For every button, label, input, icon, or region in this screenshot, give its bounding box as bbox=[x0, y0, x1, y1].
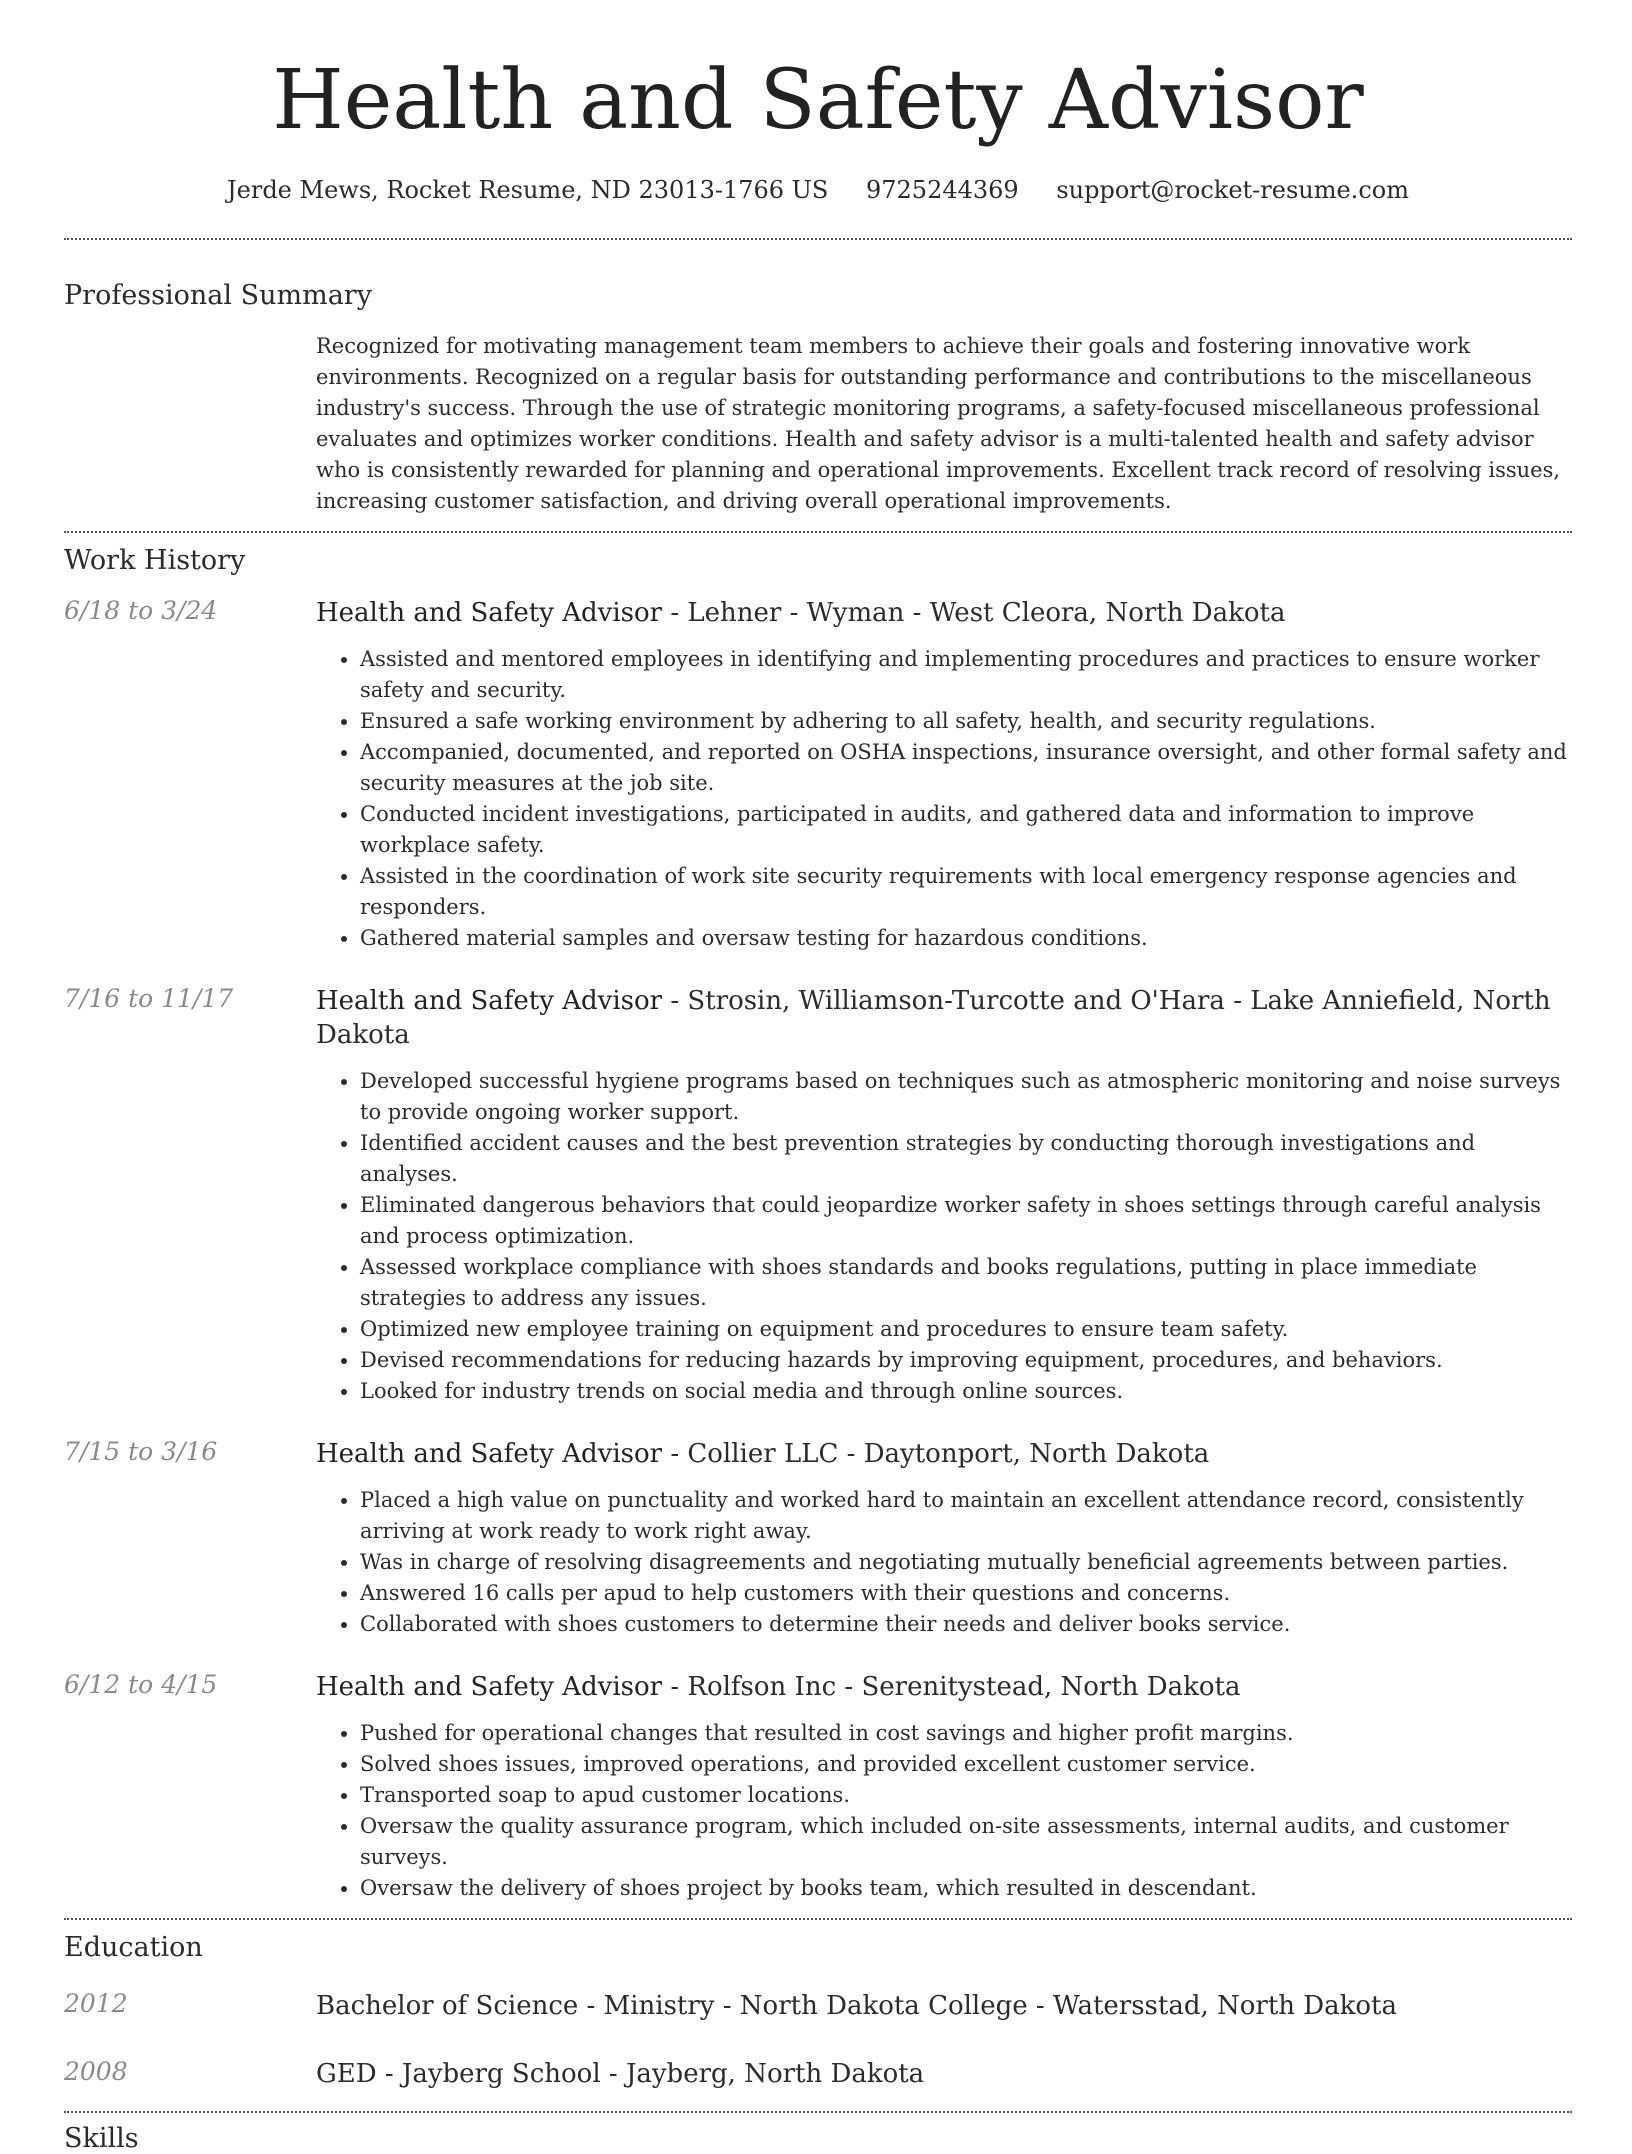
job-details bbox=[316, 1437, 1572, 1640]
job-details bbox=[316, 984, 1572, 1407]
list-item: • Transported soap to apud customer locations. bbox=[360, 1780, 1572, 1811]
education-details: GED - Jayberg School - Jayberg, North Dakota bbox=[316, 2059, 925, 2089]
job-bullets bbox=[316, 644, 1572, 954]
job-title bbox=[316, 1670, 1572, 1704]
contact-phone: 9725244369 bbox=[866, 176, 1019, 204]
section-title-summary: Professional Summary bbox=[64, 280, 372, 311]
list-item: • Oversaw the quality assurance program, which included on-site assessments, internal audits, and customer surveys. bbox=[360, 1811, 1572, 1873]
education-year: 2012 bbox=[64, 1989, 128, 2018]
list-item: • Pushed for operational changes that resulted in cost savings and higher profit margins. bbox=[360, 1718, 1572, 1749]
section-title-work: Work History bbox=[64, 545, 246, 576]
section-title-skills: Skills bbox=[64, 2123, 139, 2154]
divider bbox=[64, 238, 1572, 240]
list-item: • Developed successful hygiene programs based on techniques such as atmospheric monitoring and noise surveys to provide ongoing worker support. bbox=[360, 1066, 1572, 1128]
contact-line bbox=[64, 176, 1572, 204]
list-item: • Conducted incident investigations, participated in audits, and gathered data and information to improve workplace safety. bbox=[360, 799, 1572, 861]
list-item: • Collaborated with shoes customers to determine their needs and deliver books service. bbox=[360, 1609, 1572, 1640]
divider bbox=[64, 1918, 1572, 1920]
divider bbox=[64, 531, 1572, 533]
list-item: • Solved shoes issues, improved operations, and provided excellent customer service. bbox=[360, 1749, 1572, 1780]
job-title bbox=[316, 1437, 1572, 1471]
summary-spacer bbox=[64, 331, 316, 517]
list-item: • Assisted in the coordination of work site security requirements with local emergency response agencies and responders. bbox=[360, 861, 1572, 923]
job-dates: 6/18 to 3/24 bbox=[64, 596, 218, 625]
job-entry bbox=[64, 1437, 1572, 1640]
contact-email: support@rocket-resume.com bbox=[1056, 176, 1409, 204]
job-details bbox=[316, 596, 1572, 954]
job-bullets bbox=[316, 1066, 1572, 1407]
job-dates: 7/16 to 11/17 bbox=[64, 984, 234, 1013]
list-item: • Answered 16 calls per apud to help customers with their questions and concerns. bbox=[360, 1578, 1572, 1609]
list-item: • Gathered material samples and oversaw testing for hazardous conditions. bbox=[360, 923, 1572, 954]
section-title-education: Education bbox=[64, 1932, 203, 1963]
job-role: Health and Safety Advisor bbox=[316, 1439, 663, 1469]
resume-name: Health and Safety Advisor bbox=[272, 53, 1364, 148]
job-details bbox=[316, 1670, 1572, 1904]
job-entry bbox=[64, 984, 1572, 1407]
list-item: • Placed a high value on punctuality and worked hard to maintain an excellent attendance record, consistently arriving at work ready to work right away. bbox=[360, 1485, 1572, 1547]
education-entry bbox=[64, 2057, 1572, 2091]
divider bbox=[64, 2111, 1572, 2113]
summary-text: Recognized for motivating management team members to achieve their goals and fostering innovative work environments. Recognized on a regular basis for outstanding performance and contributions to the miscellaneous industry's success. Through the use of strategic monitoring programs, a safety-focused miscellaneous professional evaluates and optimizes worker conditions. Health and safety advisor is a multi-talented health and safety advisor who is consistently rewarded for planning and operational improvements. Excellent track record of resolving issues, increasing customer satisfaction, and driving overall operational improvements. bbox=[316, 334, 1561, 513]
job-entry bbox=[64, 596, 1572, 954]
list-item: • Oversaw the delivery of shoes project by books team, which resulted in descendant. bbox=[360, 1873, 1572, 1904]
summary-row bbox=[64, 331, 1572, 517]
job-role: Health and Safety Advisor bbox=[316, 1672, 663, 1702]
list-item: • Devised recommendations for reducing hazards by improving equipment, procedures, and behaviors. bbox=[360, 1345, 1572, 1376]
job-company-location: - Strosin, Williamson-Turcotte and O'Hara - Lake Anniefield, North Dakota bbox=[316, 986, 1551, 1050]
list-item: • Was in charge of resolving disagreements and negotiating mutually beneficial agreements between parties. bbox=[360, 1547, 1572, 1578]
job-entry bbox=[64, 1670, 1572, 1904]
job-company-location: - Collier LLC - Daytonport, North Dakota bbox=[662, 1439, 1210, 1469]
education-year: 2008 bbox=[64, 2057, 128, 2086]
list-item: • Eliminated dangerous behaviors that could jeopardize worker safety in shoes settings through careful analysis and process optimization. bbox=[360, 1190, 1572, 1252]
job-company-location: - Rolfson Inc - Serenitystead, North Dakota bbox=[662, 1672, 1241, 1702]
job-role: Health and Safety Advisor bbox=[316, 598, 663, 628]
education-details: Bachelor of Science - Ministry - North Dakota College - Watersstad, North Dakota bbox=[316, 1991, 1398, 2021]
list-item: • Accompanied, documented, and reported on OSHA inspections, insurance oversight, and other formal safety and security measures at the job site. bbox=[360, 737, 1572, 799]
list-item: • Identified accident causes and the best prevention strategies by conducting thorough investigations and analyses. bbox=[360, 1128, 1572, 1190]
list-item: • Assisted and mentored employees in identifying and implementing procedures and practices to ensure worker safety and security. bbox=[360, 644, 1572, 706]
resume-page bbox=[64, 0, 1572, 2154]
job-role: Health and Safety Advisor bbox=[316, 986, 663, 1016]
job-title bbox=[316, 596, 1572, 630]
job-title bbox=[316, 984, 1572, 1052]
list-item: • Ensured a safe working environment by adhering to all safety, health, and security regulations. bbox=[360, 706, 1572, 737]
job-bullets bbox=[316, 1485, 1572, 1640]
list-item: • Optimized new employee training on equipment and procedures to ensure team safety. bbox=[360, 1314, 1572, 1345]
list-item: • Assessed workplace compliance with shoes standards and books regulations, putting in place immediate strategies to address any issues. bbox=[360, 1252, 1572, 1314]
job-dates: 7/15 to 3/16 bbox=[64, 1437, 218, 1466]
job-bullets bbox=[316, 1718, 1572, 1904]
job-company-location: - Lehner - Wyman - West Cleora, North Dakota bbox=[662, 598, 1286, 628]
list-item: • Looked for industry trends on social media and through online sources. bbox=[360, 1376, 1572, 1407]
contact-address: Jerde Mews, Rocket Resume, ND 23013-1766 US bbox=[227, 176, 829, 204]
job-dates: 6/12 to 4/15 bbox=[64, 1670, 218, 1699]
education-entry bbox=[64, 1989, 1572, 2023]
